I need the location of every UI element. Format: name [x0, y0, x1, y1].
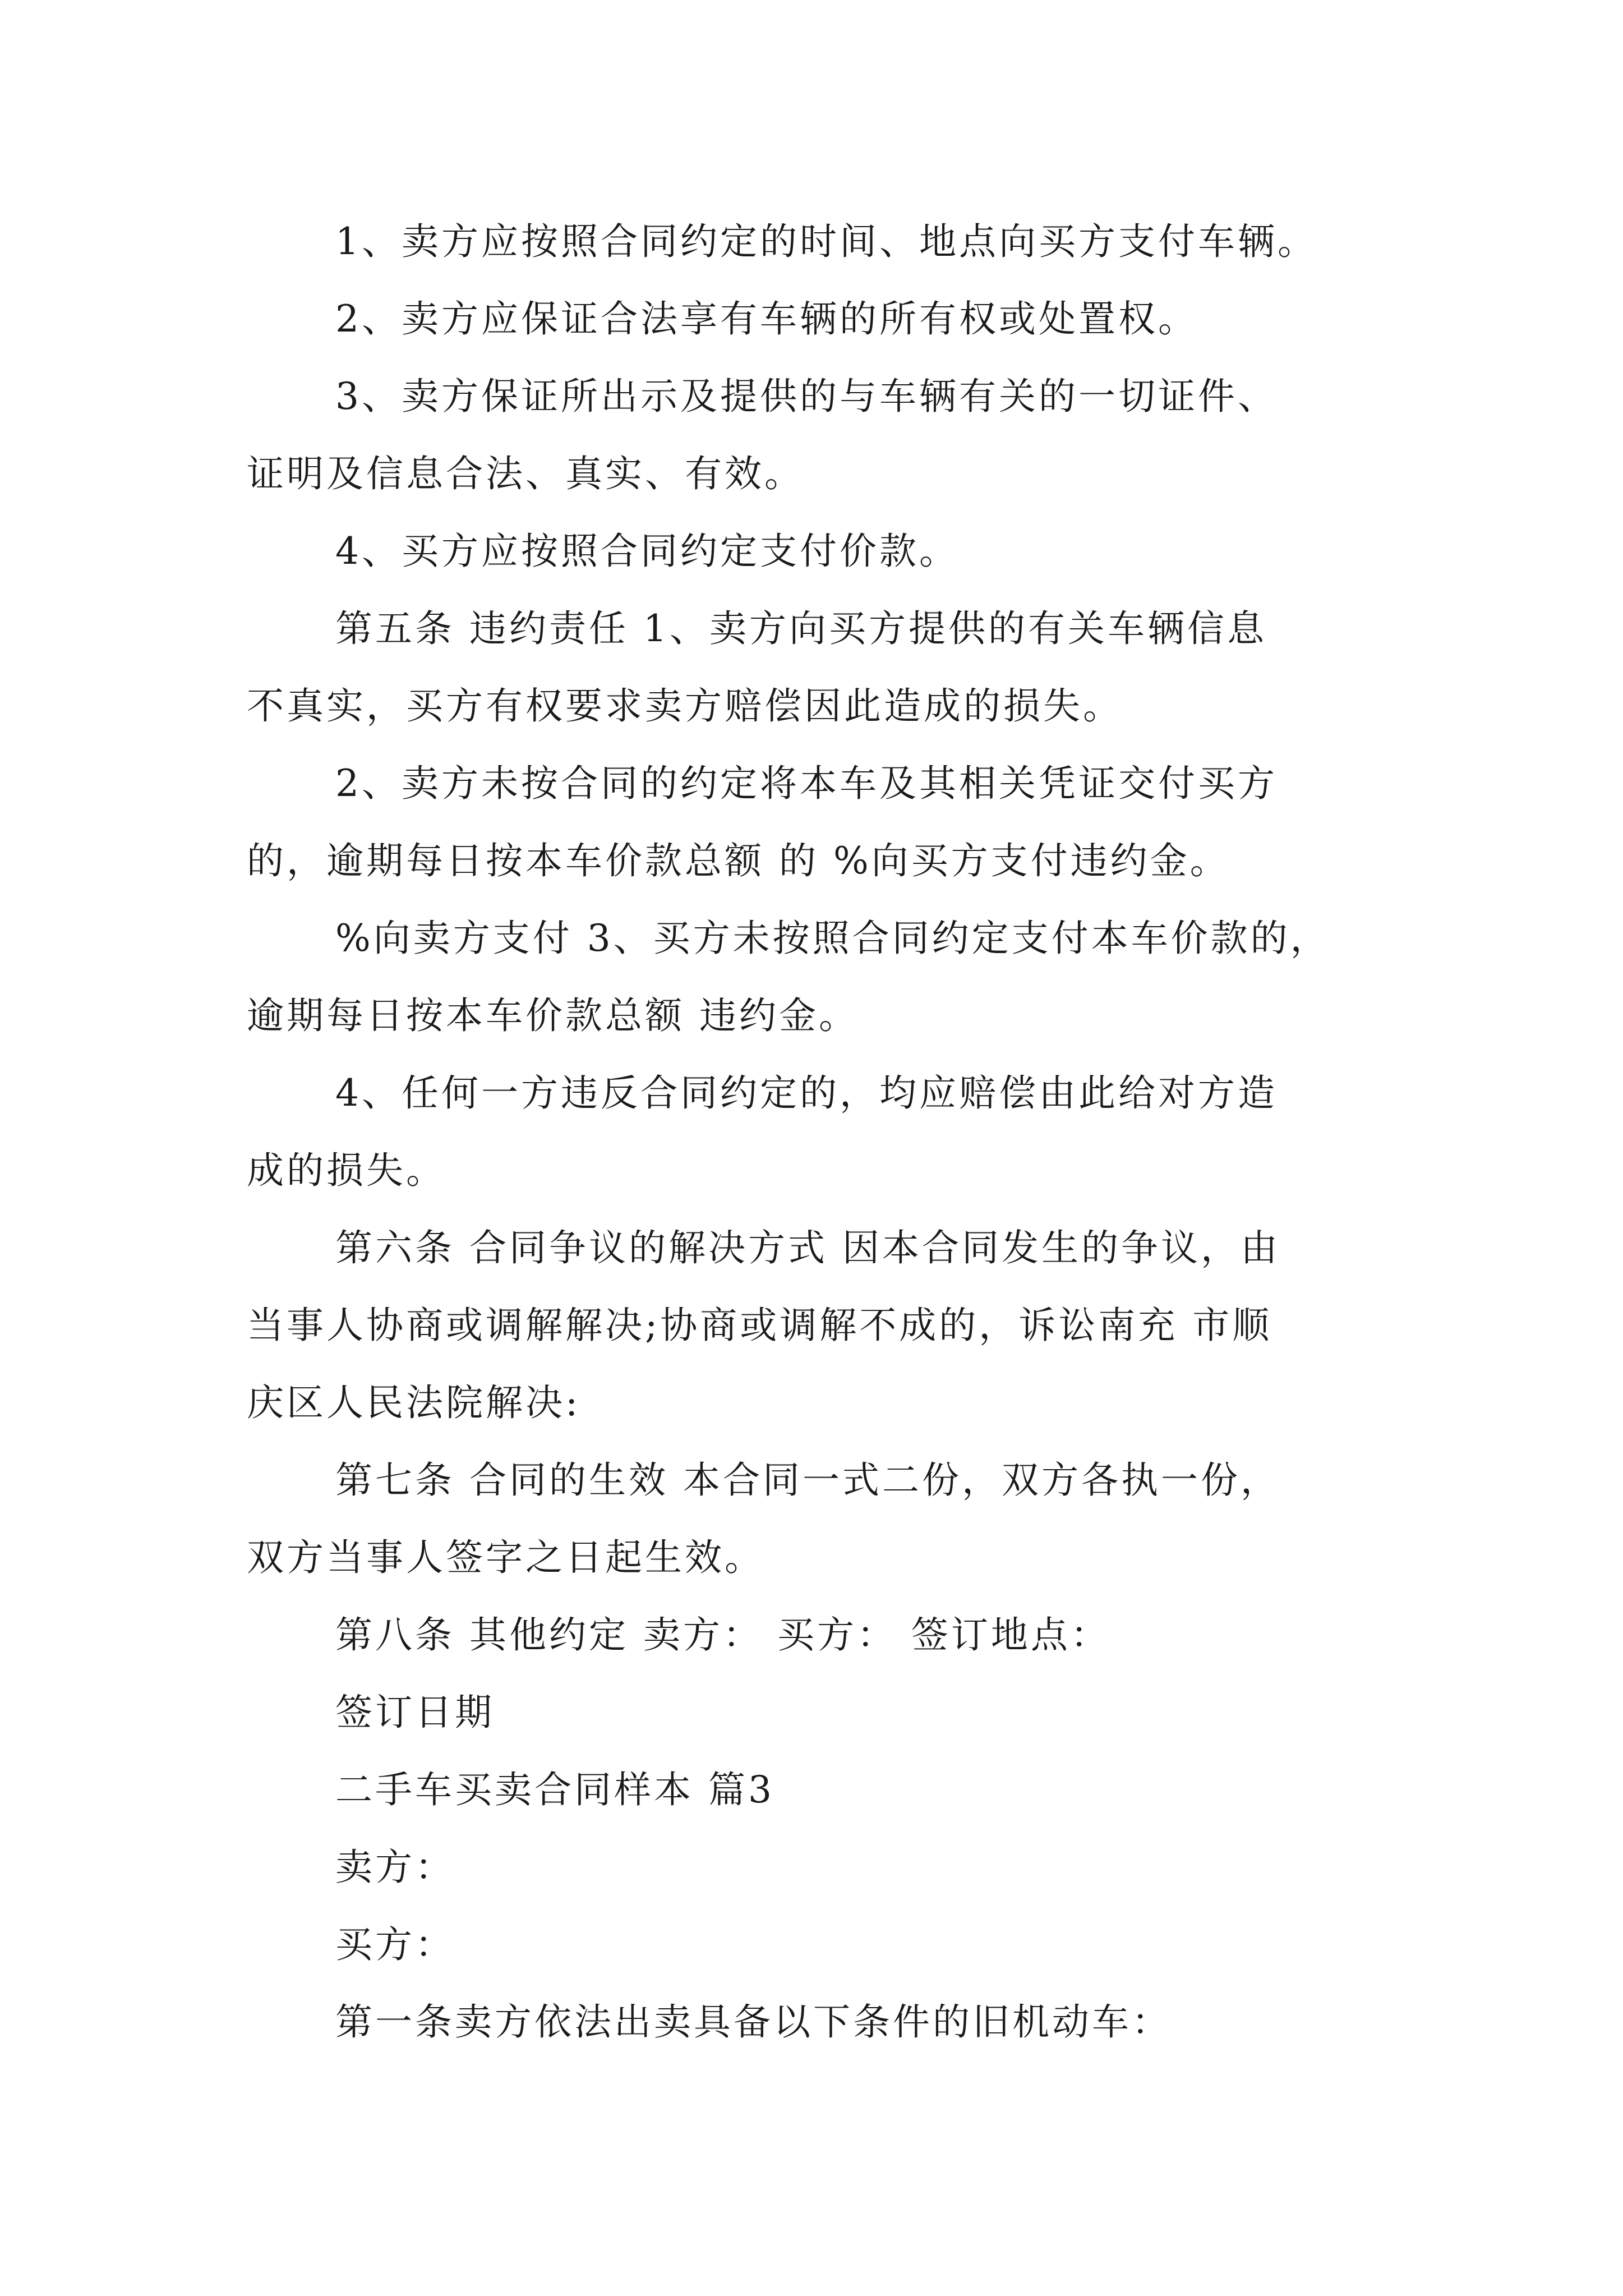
- text-line-13: 成的损失。: [247, 1149, 446, 1192]
- text-line-16: 庆区人民法院解决:: [247, 1381, 581, 1424]
- text-line-18: 双方当事人签字之日起生效。: [247, 1536, 764, 1579]
- text-line-6: 第五条 违约责任 1、卖方向买方提供的有关车辆信息: [335, 607, 1267, 650]
- text-line-5: 4、买方应按照合同约定支付价款。: [335, 530, 959, 573]
- text-line-10: %向卖方支付 3、买方未按照合同约定支付本车价款的，: [335, 917, 1330, 960]
- text-line-24: 第一条卖方依法出卖具备以下条件的旧机动车：: [335, 2000, 1172, 2044]
- text-line-3: 3、卖方保证所出示及提供的与车辆有关的一切证件、: [335, 375, 1278, 418]
- text-line-14: 第六条 合同争议的解决方式 因本合同发生的争议，由: [335, 1226, 1280, 1269]
- text-line-17: 第七条 合同的生效 本合同一式二份，双方各执一份，: [335, 1458, 1280, 1502]
- text-line-8: 2、卖方未按合同的约定将本车及其相关凭证交付买方: [335, 762, 1278, 805]
- text-line-2: 2、卖方应保证合法享有车辆的所有权或处置权。: [335, 297, 1198, 341]
- text-line-23: 买方：: [335, 1923, 455, 1966]
- text-line-15: 当事人协商或调解解决;协商或调解不成的，诉讼南充 市顺: [247, 1304, 1272, 1347]
- text-line-7: 不真实，买方有权要求卖方赔偿因此造成的损失。: [247, 684, 1123, 728]
- text-line-11: 逾期每日按本车价款总额 违约金。: [247, 994, 859, 1037]
- text-line-9: 的，逾期每日按本车价款总额 的 %向买方支付违约金。: [247, 839, 1230, 882]
- text-line-22: 卖方：: [335, 1846, 455, 1889]
- text-line-1: 1、卖方应按照合同约定的时间、地点向买方支付车辆。: [335, 220, 1317, 263]
- text-line-19: 第八条 其他约定 卖方： 买方： 签订地点：: [335, 1613, 1110, 1657]
- text-line-4: 证明及信息合法、真实、有效。: [247, 452, 804, 495]
- text-line-21: 二手车买卖合同样本 篇3: [335, 1768, 774, 1811]
- text-line-12: 4、任何一方违反合同约定的，均应赔偿由此给对方造: [335, 1071, 1278, 1115]
- text-line-20: 签订日期: [335, 1691, 495, 1734]
